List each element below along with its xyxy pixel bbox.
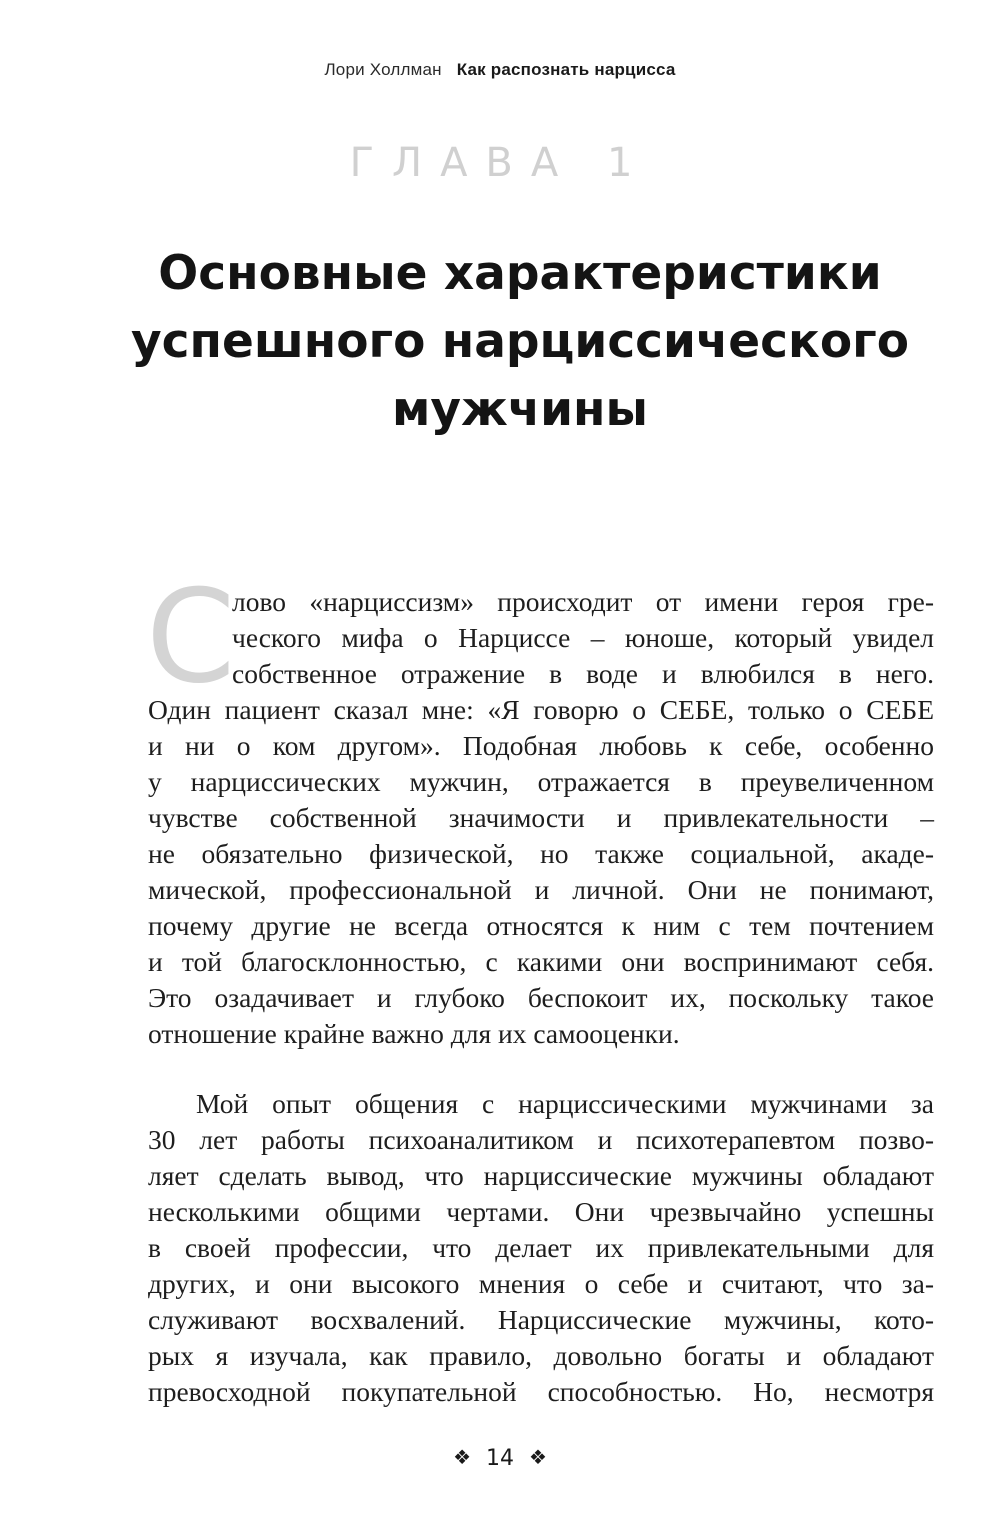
header-author: Лори Холлман bbox=[324, 60, 442, 79]
text-line: 30 лет работы психоаналитиком и психотерапевтом позво- bbox=[148, 1124, 934, 1155]
chapter-title-line: успешного нарциссического bbox=[130, 314, 910, 369]
drop-cap: С bbox=[146, 563, 236, 712]
chapter-title-line: Основные характеристики bbox=[158, 246, 882, 301]
text-line: не обязательно физической, но также социальной, акаде- bbox=[148, 838, 934, 869]
chapter-label: ГЛАВА 1 bbox=[349, 140, 651, 186]
ornament-right-icon: ❖ bbox=[529, 1445, 547, 1469]
text-line: собственное отражение в воде и влюбился в него. bbox=[232, 658, 934, 689]
text-line: несколькими общими чертами. Они чрезвычайно успешны bbox=[148, 1196, 934, 1227]
paragraph-2 bbox=[148, 1086, 934, 1410]
page-number: 14 bbox=[486, 1446, 514, 1471]
page-footer bbox=[0, 1445, 1000, 1471]
text-line: у нарциссических мужчин, отражается в преувеличенном bbox=[148, 766, 934, 797]
text-line: рых я изучала, как правило, довольно богаты и обладают bbox=[148, 1340, 934, 1371]
header-book-title: Как распознать нарцисса bbox=[456, 60, 676, 79]
paragraph-1 bbox=[146, 563, 934, 1052]
text-line: ческого мифа о Нарциссе – юноше, который увидел bbox=[232, 622, 934, 653]
ornament-left-icon: ❖ bbox=[453, 1445, 471, 1469]
text-line: превосходной покупательной способностью. Но, несмотря bbox=[148, 1376, 934, 1407]
text-line: Один пациент сказал мне: «Я говорю о СЕБЕ, только о СЕБЕ bbox=[148, 694, 934, 725]
text-line: ляет сделать вывод, что нарциссические мужчины обладают bbox=[148, 1160, 934, 1191]
text-line: Мой опыт общения с нарциссическими мужчинами за bbox=[196, 1088, 934, 1119]
text-line: Это озадачивает и глубоко беспокоит их, поскольку такое bbox=[148, 982, 934, 1013]
text-line: отношение крайне важно для их самооценки. bbox=[148, 1018, 680, 1049]
text-line: в своей профессии, что делает их привлекательными для bbox=[148, 1232, 934, 1263]
text-line: чувстве собственной значимости и привлекательности – bbox=[148, 802, 934, 833]
text-line: и той благосклонностью, с какими они воспринимают себя. bbox=[148, 946, 934, 977]
chapter-title bbox=[130, 240, 910, 444]
text-line: почему другие не всегда относятся к ним с тем почтением bbox=[148, 910, 934, 941]
chapter-title-line: мужчины bbox=[392, 382, 648, 437]
text-line: мической, профессиональной и личной. Они не понимают, bbox=[148, 874, 934, 905]
text-line: служивают восхвалений. Нарциссические мужчины, кото- bbox=[148, 1304, 934, 1335]
text-line: других, и они высокого мнения о себе и считают, что за- bbox=[148, 1268, 934, 1299]
text-line: лово «нарциссизм» происходит от имени героя гре- bbox=[232, 586, 934, 617]
running-header bbox=[0, 60, 1000, 80]
text-line: и ни о ком другом». Подобная любовь к себе, особенно bbox=[148, 730, 934, 761]
